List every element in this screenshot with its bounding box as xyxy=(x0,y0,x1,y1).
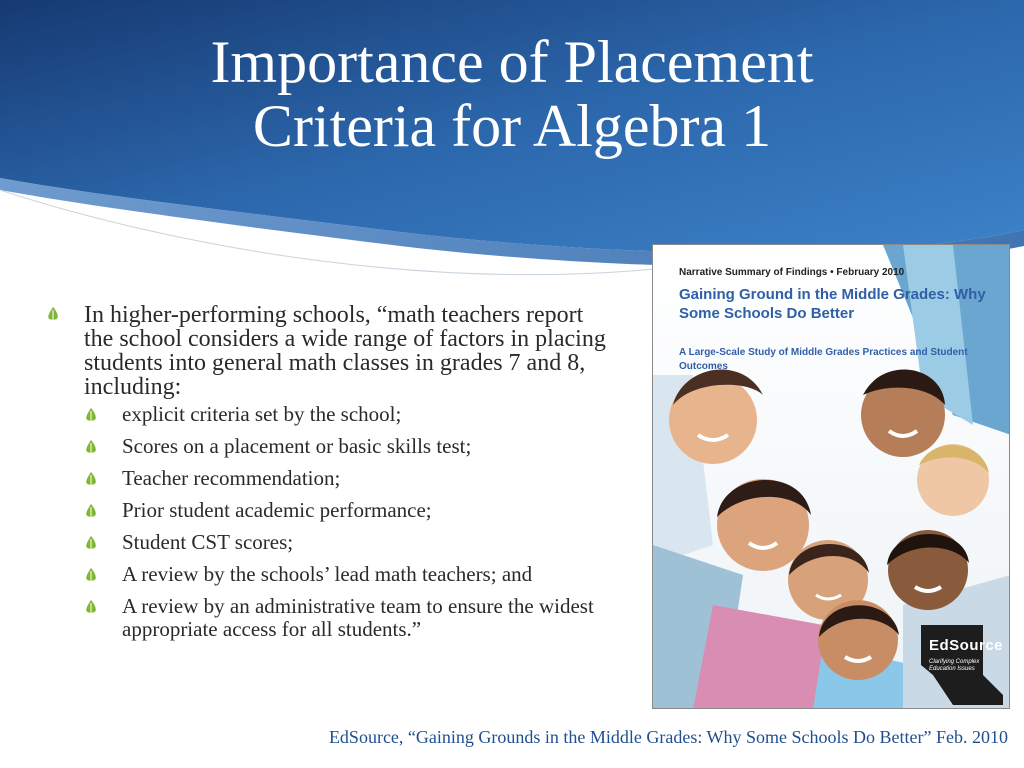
leaf-bullet-icon xyxy=(46,305,62,323)
leaf-bullet-icon xyxy=(84,566,100,584)
leaf-bullet-icon xyxy=(84,534,100,552)
sub-bullet-text: Prior student academic performance; xyxy=(122,498,432,522)
edsource-logo-tagline: Clarifying Complex Education Issues xyxy=(929,659,980,672)
sub-bullet-text: A review by an administrative team to ensure the widest appropriate access for all students.” xyxy=(122,594,594,641)
leaf-bullet-icon xyxy=(84,438,100,456)
leaf-bullet-icon xyxy=(84,598,100,616)
title-line-2: Criteria for Algebra 1 xyxy=(252,93,772,159)
sub-bullet-list xyxy=(46,403,616,641)
sub-bullet-text: Scores on a placement or basic skills test; xyxy=(122,434,472,458)
leaf-bullet-icon xyxy=(84,502,100,520)
sub-bullet-text: explicit criteria set by the school; xyxy=(122,402,402,426)
leaf-bullet-icon xyxy=(84,406,100,424)
sub-bullet-item xyxy=(84,403,616,426)
leaf-bullet-icon xyxy=(84,470,100,488)
sub-bullet-item xyxy=(84,563,616,586)
title-line-1: Importance of Placement xyxy=(210,29,814,95)
sub-bullet-item xyxy=(84,595,616,641)
sub-bullet-item xyxy=(84,435,616,458)
cover-subtitle: A Large-Scale Study of Middle Grades Practices and Student Outcomes xyxy=(679,347,968,372)
edsource-logo: EdSource xyxy=(929,637,1004,654)
sub-bullet-text: Teacher recommendation; xyxy=(122,466,341,490)
slide-title xyxy=(60,30,964,158)
source-citation: EdSource, “Gaining Grounds in the Middle Grades: Why Some Schools Do Better” Feb. 2010 xyxy=(328,727,1008,747)
sub-bullet-item xyxy=(84,467,616,490)
main-bullet xyxy=(46,303,616,650)
sub-bullet-text: A review by the schools’ lead math teachers; and xyxy=(122,562,533,586)
sub-bullet-item xyxy=(84,499,616,522)
sub-bullet-text: Student CST scores; xyxy=(122,530,294,554)
cover-eyebrow-text: Narrative Summary of Findings • February 2010 xyxy=(679,267,905,278)
sub-bullet-item xyxy=(84,531,616,554)
report-cover-image xyxy=(652,244,1010,709)
cover-title: Gaining Ground in the Middle Grades: Why Some Schools Do Better xyxy=(679,286,986,322)
main-bullet-text: In higher-performing schools, “math teachers report the school considers a wide range of factors in placing students into general math classes in grades 7 and 8, including: xyxy=(84,302,606,400)
